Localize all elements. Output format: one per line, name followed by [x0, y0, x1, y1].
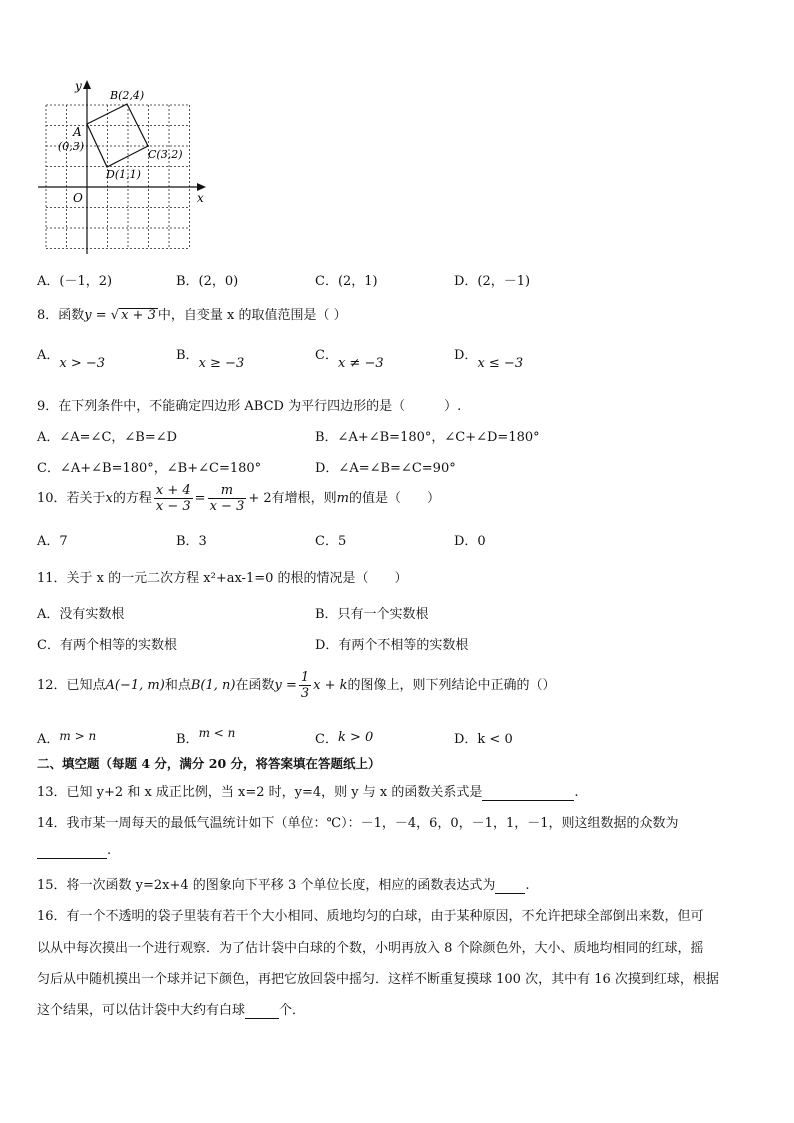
q10-frac-left-num: x + 4	[155, 483, 191, 498]
q10-frac-left	[154, 483, 193, 514]
q10-frac-left-den: x − 3	[155, 499, 191, 514]
q10-var-m: m	[336, 491, 349, 506]
q8-radicand: x + 3	[121, 308, 156, 323]
q12-and: 和点	[164, 678, 191, 693]
q9-option-b: B．∠A+∠B=180°，∠C+∠D=180°	[315, 430, 540, 445]
q12-option-a-label: A．	[37, 732, 60, 747]
q12-point-b: B(1, n)	[190, 678, 236, 693]
q14-answer-blank	[37, 843, 107, 859]
q8-option-a	[37, 344, 106, 371]
q10-stem	[37, 483, 440, 514]
q9-option-a: A．∠A=∠C，∠B=∠D	[37, 430, 178, 445]
section-2-heading: 二、填空题（每题 4 分，满分 20 分，将答案填在答题纸上）	[37, 756, 381, 771]
point-d-label: D(1,1)	[106, 168, 141, 181]
q11-option-b: B．只有一个实数根	[315, 607, 429, 622]
q16-line-4-text: 这个结果，可以估计袋中大约有白球	[37, 1003, 246, 1018]
q8-option-d	[454, 344, 524, 371]
q11-option-c: C．有两个相等的实数根	[37, 638, 177, 653]
q12-option-b-label: B．	[176, 732, 199, 747]
q12-stem	[37, 670, 556, 701]
q12-option-c-expr: k > 0	[337, 730, 374, 745]
q12-frac-num: 1	[300, 670, 310, 685]
q11-option-a: A．没有实数根	[37, 607, 125, 622]
q12-point-a: A(−1, m)	[105, 678, 165, 693]
q13	[37, 781, 579, 801]
q7-option-d: D．(2，－1)	[454, 274, 531, 289]
origin-label: O	[73, 191, 83, 205]
q12-option-c	[315, 728, 373, 747]
q12-option-b	[176, 728, 235, 747]
axis-y-label: y	[75, 79, 82, 93]
q13-answer-blank	[482, 785, 574, 801]
q12-option-a-expr: m > n	[59, 729, 97, 743]
q10-mid: 的方程	[112, 491, 152, 506]
q10-option-c: C．5	[315, 534, 347, 549]
q12-y-eq: y =	[274, 678, 297, 693]
q10-frac-right-den: x − 3	[209, 499, 245, 514]
q10-frac-right-num: m	[208, 483, 247, 499]
q8-option-b-expr: x ≥ −3	[198, 356, 245, 371]
q8-stem: 8．函数y = √ x + 3 中，自变量 x 的取值范围是（ ）	[37, 308, 347, 323]
q12-option-a	[37, 728, 96, 747]
q8-prefix: 8．函数	[37, 308, 85, 323]
q12-suffix: 的图像上，则下列结论中正确的（）	[347, 678, 556, 693]
q10-option-d: D．0	[454, 534, 486, 549]
point-a-label: A	[73, 125, 82, 139]
q12-option-c-label: C．	[315, 732, 338, 747]
q15	[37, 874, 530, 894]
q9-stem: 9．在下列条件中，不能确定四边形 ABCD 为平行四边形的是（ ）.	[37, 399, 462, 414]
q15-answer-blank	[495, 878, 525, 894]
q10-frac-right	[208, 483, 247, 514]
quadrilateral-abcd	[87, 104, 148, 167]
q7-option-a: A．(－1，2)	[37, 274, 113, 289]
q12-rest: x + k	[313, 678, 348, 693]
q9-option-d: D．∠A=∠B=∠C=90°	[315, 461, 456, 476]
q10-prefix: 10．若关于	[37, 491, 106, 506]
q11-stem: 11．关于 x 的一元二次方程 x²+ax-1=0 的根的情况是（ ）	[37, 571, 408, 586]
q16-answer-blank	[245, 1003, 279, 1019]
q10-suffix1: 有增根，则	[271, 491, 337, 506]
point-c-label: C(3,2)	[148, 148, 183, 161]
q16-line-2: 以从中每次摸出一个进行观察．为了估计袋中白球的个数，小明再放入 8 个除颜色外，大小、质地均相同的红球，摇	[37, 941, 704, 956]
q14-end: .	[107, 843, 112, 858]
q14-line2	[37, 843, 111, 859]
q12-prefix: 12．已知点	[37, 678, 106, 693]
q8-option-a-expr: x > −3	[59, 356, 106, 371]
q10-option-b: B．3	[176, 534, 207, 549]
q13-text: 13．已知 y+2 和 x 成正比例，当 x=2 时，y=4，则 y 与 x 的函数关系式是	[37, 785, 483, 800]
coordinate-grid	[36, 78, 216, 256]
q8-suffix: 中，自变量 x 的取值范围是（ ）	[157, 308, 347, 323]
q8-option-d-label: D．	[454, 348, 478, 363]
q14-text: 14．我市某一周每天的最低气温统计如下（单位：℃）：－1，－4，6，0，－1，1，－1，则这组数据的众数为	[37, 816, 679, 831]
q12-option-d: D．k < 0	[454, 732, 513, 747]
q13-end: .	[574, 785, 579, 800]
q15-text: 15．将一次函数 y=2x+4 的图象向下平移 3 个单位长度，相应的函数表达式为	[37, 878, 496, 893]
q9-option-c: C．∠A+∠B=180°，∠B+∠C=180°	[37, 461, 262, 476]
q10-suffix2: 的值是（ ）	[348, 491, 440, 506]
q15-end: .	[525, 878, 530, 893]
q10-eq: =	[194, 491, 206, 506]
q8-option-b	[176, 344, 245, 371]
q12-option-b-expr: m < n	[198, 726, 236, 740]
q8-option-b-label: B．	[176, 348, 199, 363]
q10-plus: + 2	[248, 491, 272, 506]
q7-option-c: C．(2，1)	[315, 274, 378, 289]
q8-option-d-expr: x ≤ −3	[477, 356, 524, 371]
x-axis-arrow	[197, 183, 206, 191]
q8-option-a-label: A．	[37, 348, 60, 363]
q12-in-func: 在函数	[235, 678, 275, 693]
q16-line-1: 16．有一个不透明的袋子里装有若干个大小相同、质地均匀的白球，由于某种原因，不允许把球全部倒出来数，但可	[37, 909, 704, 924]
q11-option-d: D．有两个不相等的实数根	[315, 638, 469, 653]
q16-line-4-end: 个．	[279, 1003, 306, 1018]
q7-option-b: B．(2，0)	[176, 274, 239, 289]
q10-option-a: A．7	[37, 534, 68, 549]
q16-line-4	[37, 999, 305, 1019]
q12-frac	[299, 670, 311, 701]
q8-option-c-label: C．	[315, 348, 338, 363]
coordinate-figure	[36, 78, 216, 256]
q16-line-3: 匀后从中随机摸出一个球并记下颜色，再把它放回袋中摇匀．这样不断重复摸球 100 次，其中有 16 次摸到红球，根据	[37, 972, 719, 987]
q8-option-c-expr: x ≠ −3	[337, 356, 384, 371]
q8-func: y =	[84, 308, 111, 323]
q10-var-x: x	[105, 491, 113, 506]
y-axis-arrow	[83, 80, 91, 89]
point-b-label: B(2,4)	[110, 89, 145, 102]
axis-x-label: x	[197, 191, 204, 205]
point-a-coord: (0,3)	[58, 140, 85, 153]
q8-option-c	[315, 344, 384, 371]
q12-frac-den: 3	[300, 686, 310, 701]
